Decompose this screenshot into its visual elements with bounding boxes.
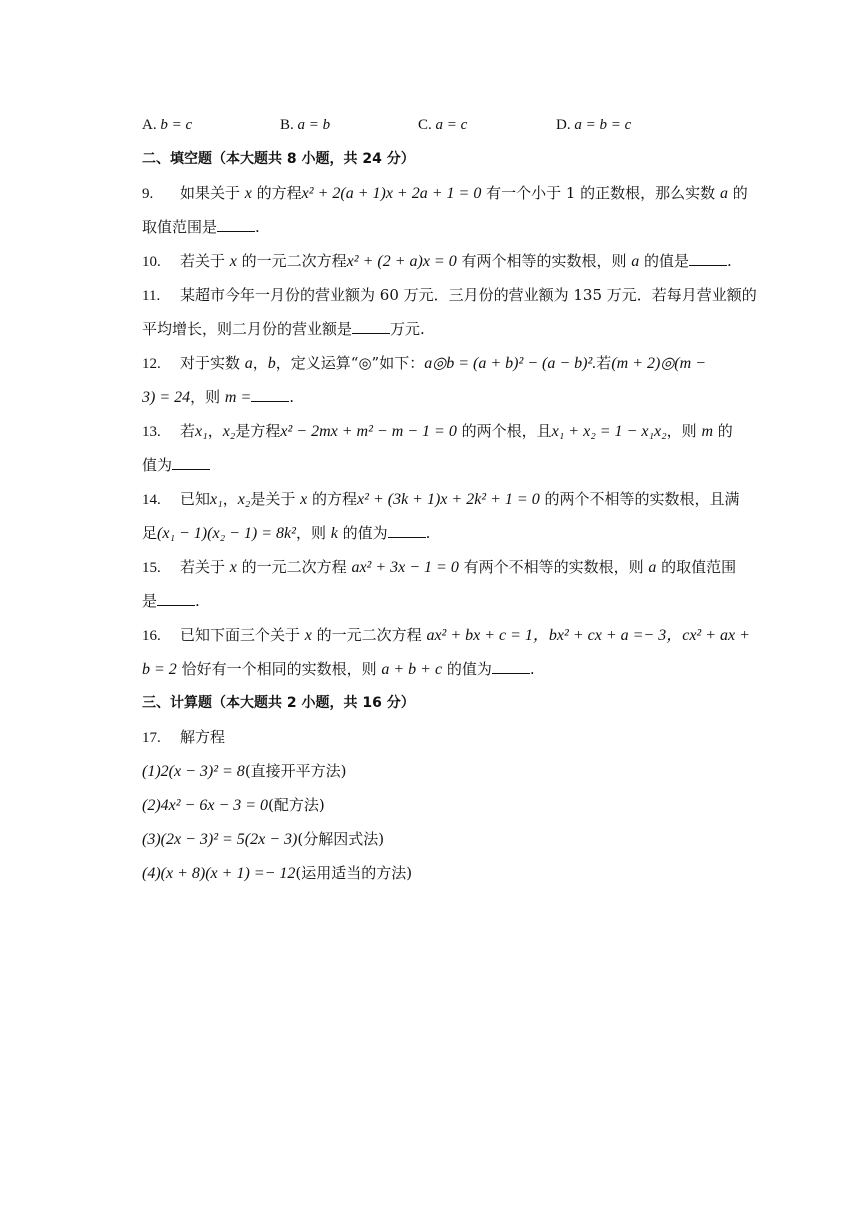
question-9-line-1: 9. 如果关于 x 的方程x² + 2(a + 1)x + 2a + 1 = 0 有一个小于 1 的正数根，那么实数 a 的 xyxy=(142,176,752,210)
choice-c: C. a = c xyxy=(418,117,468,133)
question-number: 12. xyxy=(142,356,161,372)
exam-page xyxy=(142,108,757,890)
choice-row xyxy=(142,108,752,142)
question-number: 13. xyxy=(142,424,161,440)
question-number: 15. xyxy=(142,560,161,576)
question-13-line-1: 13. 若x₁，x₂是方程x² − 2mx + m² − m − 1 = 0 的两个根，且x₁ + x₂ = 1 − x₁x₂，则 m 的 xyxy=(142,414,752,448)
question-11-line-2: 平均增长，则二月份的营业额是 万元. xyxy=(142,320,425,338)
answer-blank xyxy=(172,455,210,470)
question-17-item-2: (2)4x² − 6x − 3 = 0(配方法) xyxy=(142,796,325,814)
choice-d: D. a = b = c xyxy=(556,117,632,133)
question-9-line-2: 取值范围是 . xyxy=(142,218,260,236)
section-title-calculation: 三、计算题（本大题共 2 小题，共 16 分） xyxy=(142,695,415,711)
question-11-line-1: 11. 某超市今年一月份的营业额为 60 万元．三月份的营业额为 135 万元．若每月营业额的 xyxy=(142,278,752,312)
answer-blank xyxy=(492,659,530,674)
question-number: 17. xyxy=(142,730,161,746)
question-number: 11. xyxy=(142,288,161,304)
question-17-item-4: (4)(x + 8)(x + 1) =− 12(运用适当的方法) xyxy=(142,864,413,882)
question-number: 16. xyxy=(142,628,161,644)
question-10: 10. 若关于 x 的一元二次方程x² + (2 + a)x = 0 有两个相等的实数根，则 a 的值是 . xyxy=(142,244,752,278)
question-16-line-1: 16. 已知下面三个关于 x 的一元二次方程 ax² + bx + c = 1，bx² + cx + a =− 3，cx² + ax + xyxy=(142,618,752,652)
question-number: 10. xyxy=(142,254,161,270)
question-12-line-2: 3) = 24，则 m = . xyxy=(142,388,295,406)
answer-blank xyxy=(388,523,426,538)
question-12-line-1: 12. 对于实数 a，b，定义运算“◎”如下：a◎b = (a + b)² − (a − b)².若(m + 2)◎(m − xyxy=(142,346,752,380)
question-15-line-2: 是 . xyxy=(142,592,200,610)
question-14-line-1: 14. 已知x₁，x₂是关于 x 的方程x² + (3k + 1)x + 2k² + 1 = 0 的两个不相等的实数根，且满 xyxy=(142,482,752,516)
answer-blank xyxy=(157,591,195,606)
question-14-line-2: 足(x₁ − 1)(x₂ − 1) = 8k²，则 k 的值为 . xyxy=(142,524,431,542)
answer-blank xyxy=(352,319,390,334)
choice-b: B. a = b xyxy=(280,117,331,133)
question-17-title: 17. 解方程 xyxy=(142,720,752,754)
question-17-item-3: (3)(2x − 3)² = 5(2x − 3)(分解因式法) xyxy=(142,830,385,848)
question-13-line-2: 值为 xyxy=(142,448,752,482)
answer-blank xyxy=(251,387,289,402)
question-16-line-2: b = 2 恰好有一个相同的实数根，则 a + b + c 的值为 . xyxy=(142,660,535,678)
question-15-line-1: 15. 若关于 x 的一元二次方程 ax² + 3x − 1 = 0 有两个不相等的实数根，则 a 的取值范围 xyxy=(142,550,752,584)
question-number: 9. xyxy=(142,186,154,202)
question-number: 14. xyxy=(142,492,161,508)
question-17-item-1: (1)2(x − 3)² = 8(直接开平方法) xyxy=(142,762,347,780)
answer-blank xyxy=(689,251,727,266)
choice-a: A. b = c xyxy=(142,117,193,133)
answer-blank xyxy=(217,217,255,232)
section-title-fill-in: 二、填空题（本大题共 8 小题，共 24 分） xyxy=(142,151,415,167)
